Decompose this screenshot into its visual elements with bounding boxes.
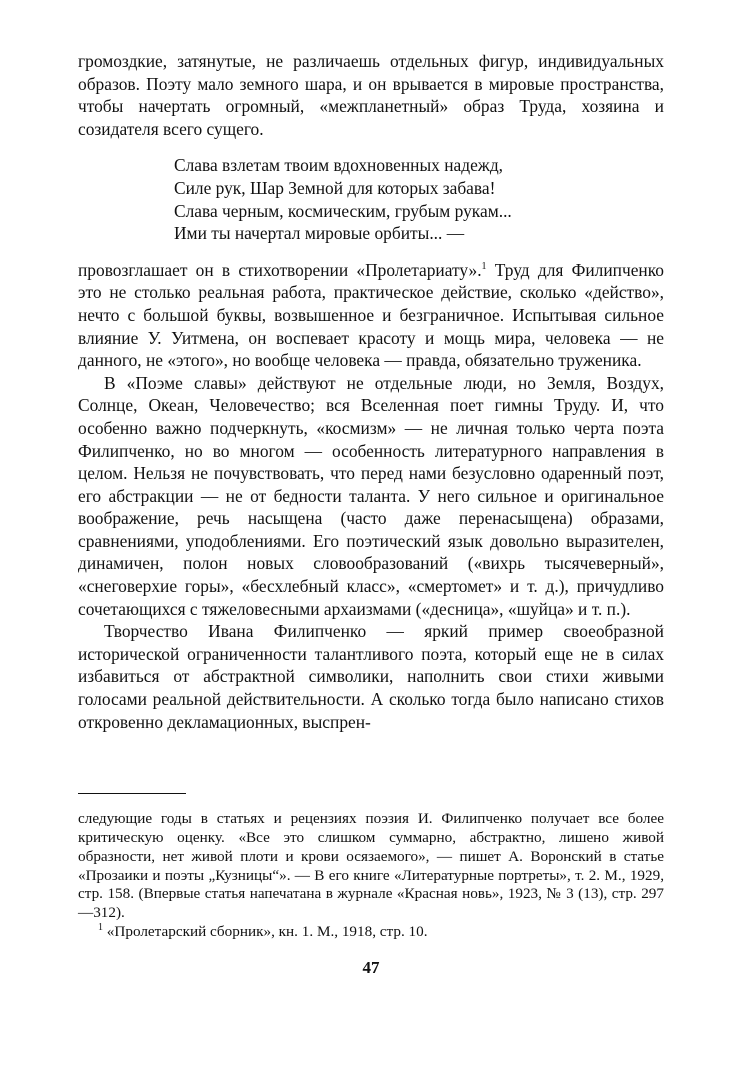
paragraph-1: громоздкие, затянутые, не различаешь отдельных фигур, индивидуальных образов. Поэту мало земного шара, и он врывается в мировые пространства, чтобы начертать огромный, «межпланетный» образ Труда, хозяина и созидателя всего сущего. bbox=[78, 51, 664, 139]
paragraph-4: Творчество Ивана Филипченко — яркий пример своеобразной исторической ограниченности талантливого поэта, который еще не в силах избавиться от абстрактной символики, наполнить свои стихи живыми голосами реальной действительности. А сколько тогда было написано стихов откровенно декламационных, выспрен- bbox=[78, 621, 664, 732]
page-number: 47 bbox=[362, 957, 380, 977]
footnote-continued: следующие годы в статьях и рецензиях поэзия И. Филипченко получает все более критическую оценку. «Все это слишком суммарно, абстрактно, лишено живой образности, нет живой плоти и крови осязаемого», — пишет А. Воронский в статье «Прозаики и поэты „Кузницы“». — В его книге «Литературные портреты», т. 2. М., 1929, стр. 158. (Впервые статья напечатана в журнале «Красная новь», 1923, № 3 (13), стр. 297—312). bbox=[78, 810, 664, 922]
footnote-divider bbox=[78, 793, 186, 794]
poem-line-4: Ими ты начертал мировые орбиты... — bbox=[174, 223, 465, 244]
footnote-1 bbox=[78, 923, 664, 942]
footnote-1-text: «Пролетарский сборник», кн. 1. М., 1918, стр. 10. bbox=[103, 923, 428, 940]
paragraph-2-rest: Труд для Филипченко это не столько реальная работа, практическое действие, сколько «действо», нечто с большой буквы, возвышенное и безграничное. Испытывая сильное влияние У. Уитмена, он воспевает красоту и мощь мира, человека — не данного, не «этого», но вообще человека — правда, обязательно труженика. bbox=[78, 259, 664, 371]
book-page bbox=[78, 50, 664, 978]
footnotes bbox=[78, 810, 664, 942]
poem-line-1: Слава взлетам твоим вдохновенных надежд, bbox=[174, 155, 504, 176]
main-text bbox=[78, 50, 664, 733]
paragraph-3: В «Поэме славы» действуют не отдельные люди, но Земля, Воздух, Солнце, Океан, Человечество; вся Вселенная поет гимны Труду. И, что особенно важно подчеркнуть, «космизм» — не личная только черта поэта Филипченко, но во многом — особенность литературного направления в целом. Нельзя не почувствовать, что перед нами безусловно одаренный поэт, его абстракции — не от бедности таланта. У него сильное и оригинальное воображение, речь насыщена (часто даже перенасыщена) образами, сравнениями, уподоблениями. Его поэтический язык довольно выразителен, динамичен, полон новых словообразований («вихрь тысячеверный», «снеговерхие горы», «бесхлебный класс», «смертомет» и т. д.), причудливо сочетающихся с тяжеловесными архаизмами («десница», «шуйца» и т. п.). bbox=[78, 372, 664, 619]
paragraph-2 bbox=[78, 259, 664, 372]
footnote-1-marker: 1 bbox=[98, 921, 103, 933]
paragraph-2-start: провозглашает он в стихотворении «Пролетариату». bbox=[78, 259, 482, 280]
footnote-ref-1[interactable]: 1 bbox=[481, 260, 487, 272]
poem-quote bbox=[174, 154, 664, 244]
poem-line-3: Слава черным, космическим, грубым рукам... bbox=[174, 200, 512, 221]
poem-line-2: Силе рук, Шар Земной для которых забава! bbox=[174, 177, 496, 198]
